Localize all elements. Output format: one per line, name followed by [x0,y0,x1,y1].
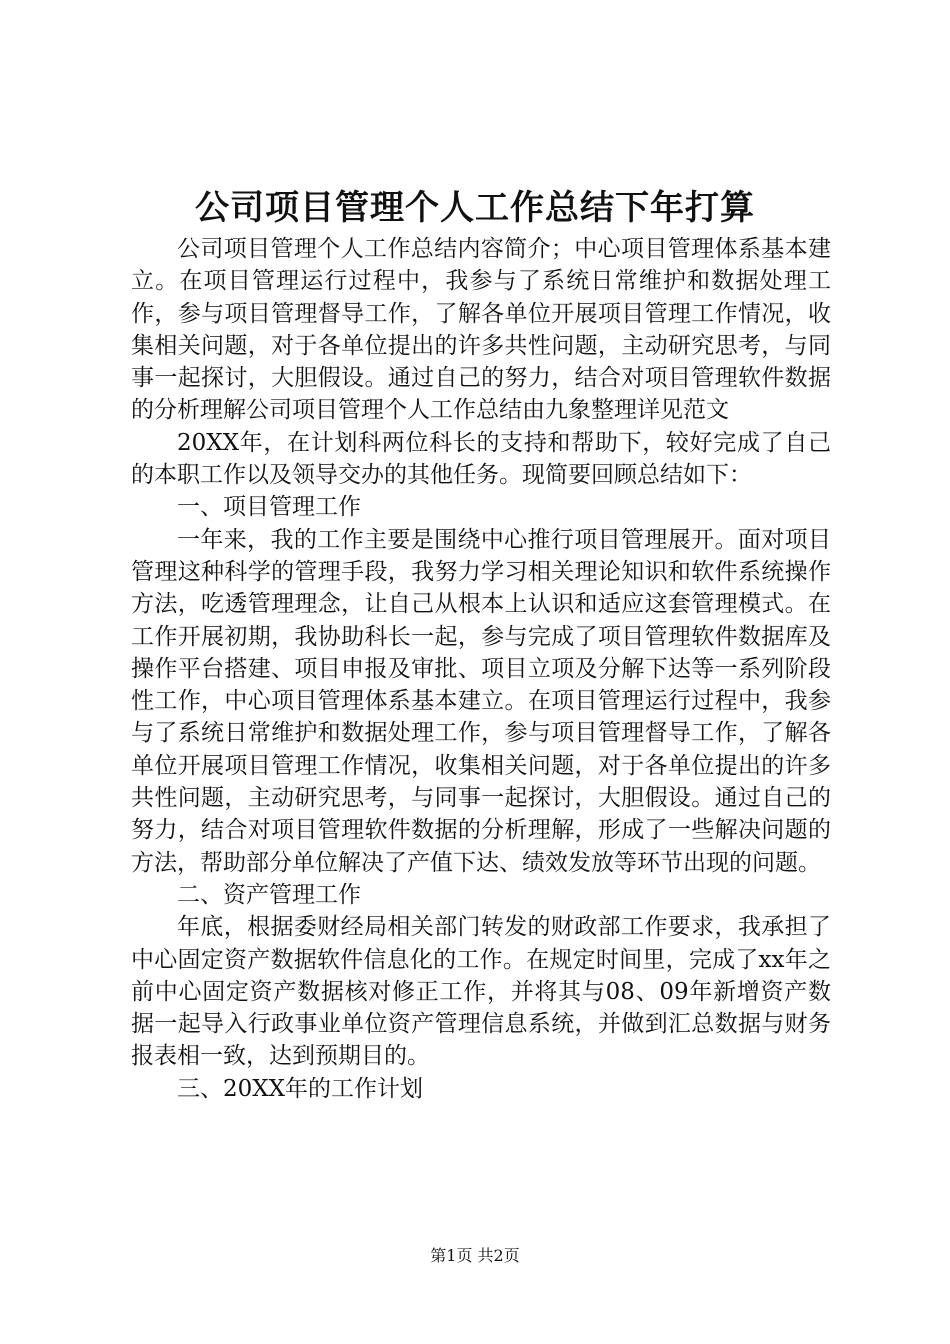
section-text-asset-management: 年底，根据委财经局相关部门转发的财政部工作要求，我承担了中心固定资产数据软件信息化的工作。在规定时间里，完成了xx年之前中心固定资产数据核对修正工作，并将其与08、09年新增资产数据一起导入行政事业单位资产管理信息系统，并做到汇总数据与财务报表相一致，达到预期目的。 [131,914,831,1070]
section-heading-project-management: 一、项目管理工作 [177,494,361,521]
section-heading-asset-management: 二、资产管理工作 [177,881,361,908]
section-heading-work-plan: 三、20XX年的工作计划 [177,1075,424,1102]
document-title: 公司项目管理个人工作总结下年打算 [195,188,755,228]
intro-paragraph: 公司项目管理个人工作总结内容简介；中心项目管理体系基本建立。在项目管理运行过程中，我参与了系统日常维护和数据处理工作，参与项目管理督导工作，了解各单位开展项目管理工作情况，收集相关问题，对于各单位提出的许多共性问题，主动研究思考，与同事一起探讨，大胆假设。通过自己的努力，结合对项目管理软件数据的分析理解公司项目管理个人工作总结由九象整理详见范文 [131,236,831,424]
page-footer: 第1页 共2页 [430,1246,520,1265]
document-body [131,233,831,1105]
section-text-project-management: 一年来，我的工作主要是围绕中心推行项目管理展开。面对项目管理这种科学的管理手段，我努力学习相关理论知识和软件系统操作方法，吃透管理理念，让自己从根本上认识和适应这套管理模式。在工作开展初期，我协助科长一起，参与完成了项目管理软件数据库及操作平台搭建、项目申报及审批、项目立项及分解下达等一系列阶段性工作，中心项目管理体系基本建立。在项目管理运行过程中，我参与了系统日常维护和数据处理工作，参与项目管理督导工作，了解各单位开展项目管理工作情况，收集相关问题，对于各单位提出的许多共性问题，主动研究思考，与同事一起探讨，大胆假设。通过自己的努力，结合对项目管理软件数据的分析理解，形成了一些解决问题的方法，帮助部分单位解决了产值下达、绩效发放等环节出现的问题。 [131,526,831,876]
summary-paragraph: 20XX年，在计划科两位科长的支持和帮助下，较好完成了自己的本职工作以及领导交办的其他任务。现简要回顾总结如下： [131,429,831,489]
